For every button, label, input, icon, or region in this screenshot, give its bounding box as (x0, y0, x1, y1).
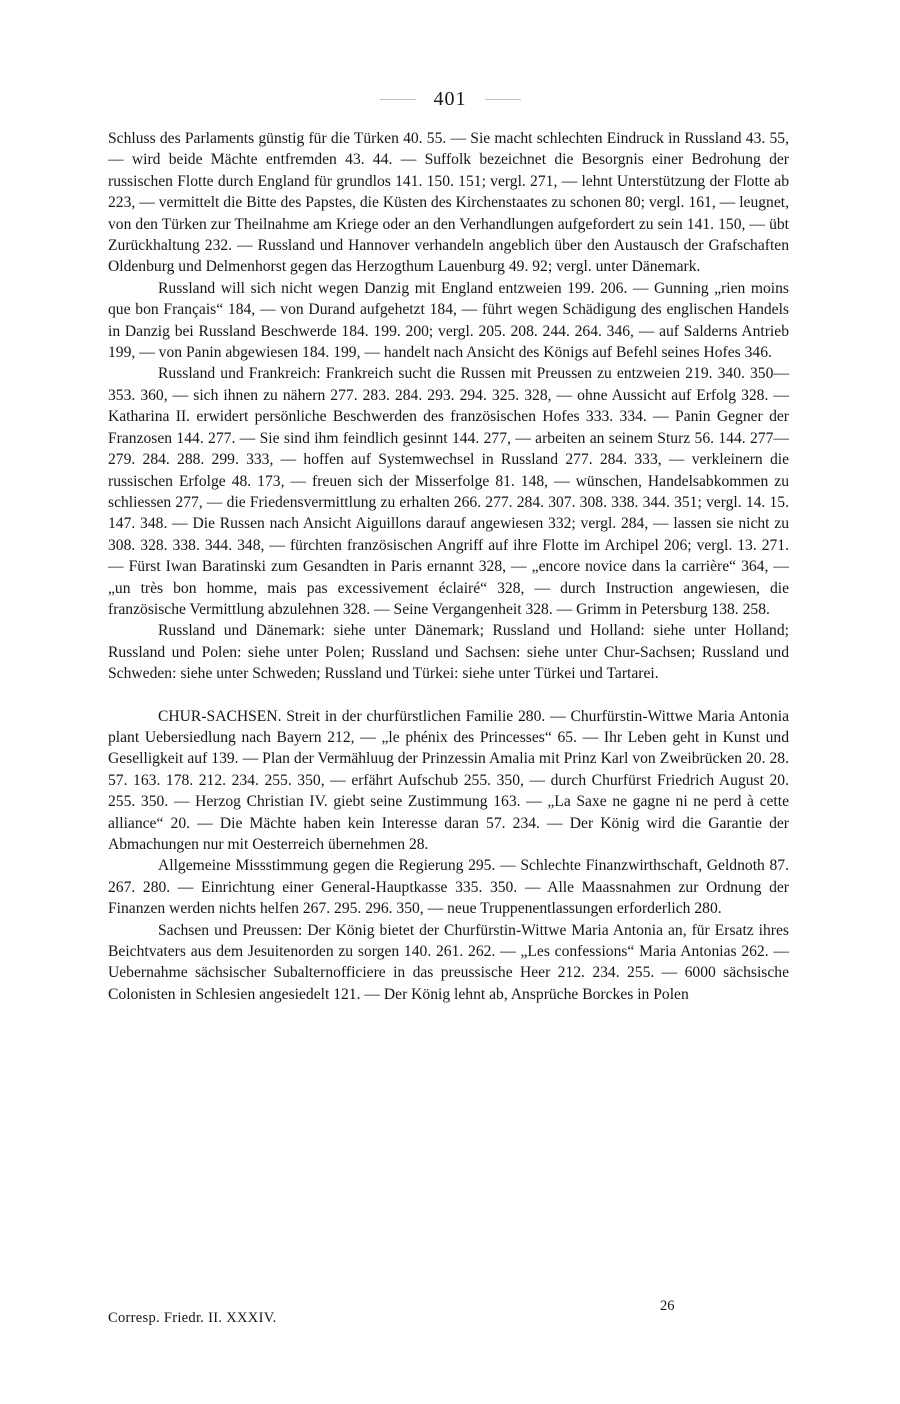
paragraph-russland-frankreich: Russland und Frankreich: Frankreich sucht die Russen mit Preussen zu entzweien 219. 340. 350—353. 360, — sich ihnen zu nähern 277. 283. 284. 293. 294. 325. 328, — ohne Aussicht auf Erfolg 328. — Katharina II. erwidert persönliche Beschwerden des französischen Hofes 333. 334. — Panin Gegner der Franzosen 144. 277. — Sie sind ihm feindlich gesinnt 144. 277, — arbeiten an seinem Sturz 56. 144. 277—279. 284. 288. 299. 333, — hoffen auf Systemwechsel in Russland 277. 284. 333, — verkleinern die russischen Erfolge 48. 173, — freuen sich der Misserfolge 81. 148, — wünschen, Handelsabkommen zu schliessen 277, — die Friedensvermittlung zu erhalten 266. 277. 284. 307. 308. 338. 344. 351; vergl. 14. 15. 147. 348. — Die Russen nach Ansicht Aiguillons darauf angewiesen 332; vergl. 284, — lassen sie nicht zu 308. 328. 338. 344. 348, — fürchten französischen Angriff auf ihre Flotte im Archipel 206; vergl. 13. 271. — Fürst Iwan Baratinski zum Gesandten in Paris ernannt 328, — „encore novice dans la carrière“ 364, — „un très bon homme, mais pas excessivement éclairé“ 328, — durch Instruction angewiesen, die französische Vermittlung abzulehnen 328. — Seine Vergangenheit 328. — Grimm in Petersburg 138. 258. (108, 365, 789, 618)
index-text (108, 128, 789, 1005)
paragraph-england-russia: Schluss des Parlaments günstig für die Türken 40. 55. — Sie macht schlechten Eindruck in Russland 43. 55, — wird beide Mächte entfremden 43. 44. — Suffolk bezeichnet die Besorgnis einer Bedrohung der russischen Flotte durch England für grundlos 141. 150. 151; vergl. 271, — lehnt Unterstützung der Flotte ab 223, — vermittelt die Bitte des Papstes, die Küsten des Kirchenstaates zu schonen 80; vergl. 161, — leugnet, von den Türken zur Theilnahme am Kriege oder an den Verhandlungen aufgefordert zu sein 141. 150, — übt Zurückhaltung 232. — Russland und Hannover verhandeln angeblich über den Austausch der Grafschaften Oldenburg und Delmenhorst gegen das Herzogthum Lauenburg 49. 92; vergl. unter Dänemark. (108, 130, 789, 276)
page-footer (108, 1298, 789, 1334)
header-rule-right (485, 99, 521, 100)
page-number: 401 (433, 87, 467, 110)
paragraph-danzig: Russland will sich nicht wegen Danzig mit England entzweien 199. 206. — Gunning „rien moins que bon Français“ 184, — von Durand aufgehetzt 184, — führt wegen Schädigung des englischen Handels in Danzig bei Russland Beschwerde 184. 199. 200; vergl. 205. 208. 244. 264. 346, — auf Salderns Antrieb 199, — von Panin abgewiesen 184. 199, — handelt nach Ansicht des Königs auf Befehl seines Hofes 346. (108, 279, 789, 362)
paragraph-sachsen-preussen: Sachsen und Preussen: Der König bietet der Churfürstin-Wittwe Maria Antonia an, für Ersatz ihres Beichtvaters aus dem Jesuitenorden zu sorgen 140. 261. 262. — „Les confessions“ Maria Antonias 262. — Uebernahme sächsischer Subalternofficiere in das preussische Heer 212. 234. 255. — 6000 sächsische Colonisten in Schlesien angesiedelt 121. — Der König lehnt ab, Ansprüche Borckes in Polen (108, 921, 789, 1003)
page-header (0, 84, 900, 114)
header-rule-left (380, 99, 416, 100)
signature-mark: 26 (660, 1298, 675, 1314)
paragraph-cross-references: Russland und Dänemark: siehe unter Dänemark; Russland und Holland: siehe unter Holland; Russland und Polen: siehe unter Polen; Russland und Sachsen: siehe unter Chur-Sachsen; Russland und Schweden: siehe unter Schweden; Russland und Türkei: siehe unter Türkei und Tartarei. (108, 622, 789, 683)
paragraph-chur-sachsen: CHUR-SACHSEN. Streit in der churfürstlichen Familie 280. — Churfürstin-Wittwe Maria Antonia plant Uebersiedlung nach Bayern 212, — „le phénix des Princesses“ 65. — Ihr Leben geht in Kunst und Geselligkeit auf 139. — Plan der Vermähluug der Prinzessin Amalia mit Prinz Karl von Zweibrücken 20. 28. 57. 163. 178. 212. 234. 255. 350, — erfährt Aufschub 255. 350, — durch Churfürst Friedrich August 20. 255. 350. — Herzog Christian IV. giebt seine Zustimmung 163. — „La Saxe ne gagne ni ne perd à cette alliance“ 20. — Die Mächte haben kein Interesse daran 57. 234. — Der König wird die Garantie der Abmachungen nur mit Oesterreich übernehmen 28. (108, 707, 789, 853)
paragraph-missstimmung: Allgemeine Missstimmung gegen die Regierung 295. — Schlechte Finanzwirthschaft, Geldnoth 87. 267. 280. — Einrichtung einer General-Hauptkasse 335. 350. — Alle Maassnahmen zur Ordnung der Finanzen werden nichts helfen 267. 295. 296. 350, — neue Truppenentlassungen erforderlich 280. (108, 857, 789, 918)
footer-note: Corresp. Friedr. II. XXXIV. (108, 1310, 277, 1326)
